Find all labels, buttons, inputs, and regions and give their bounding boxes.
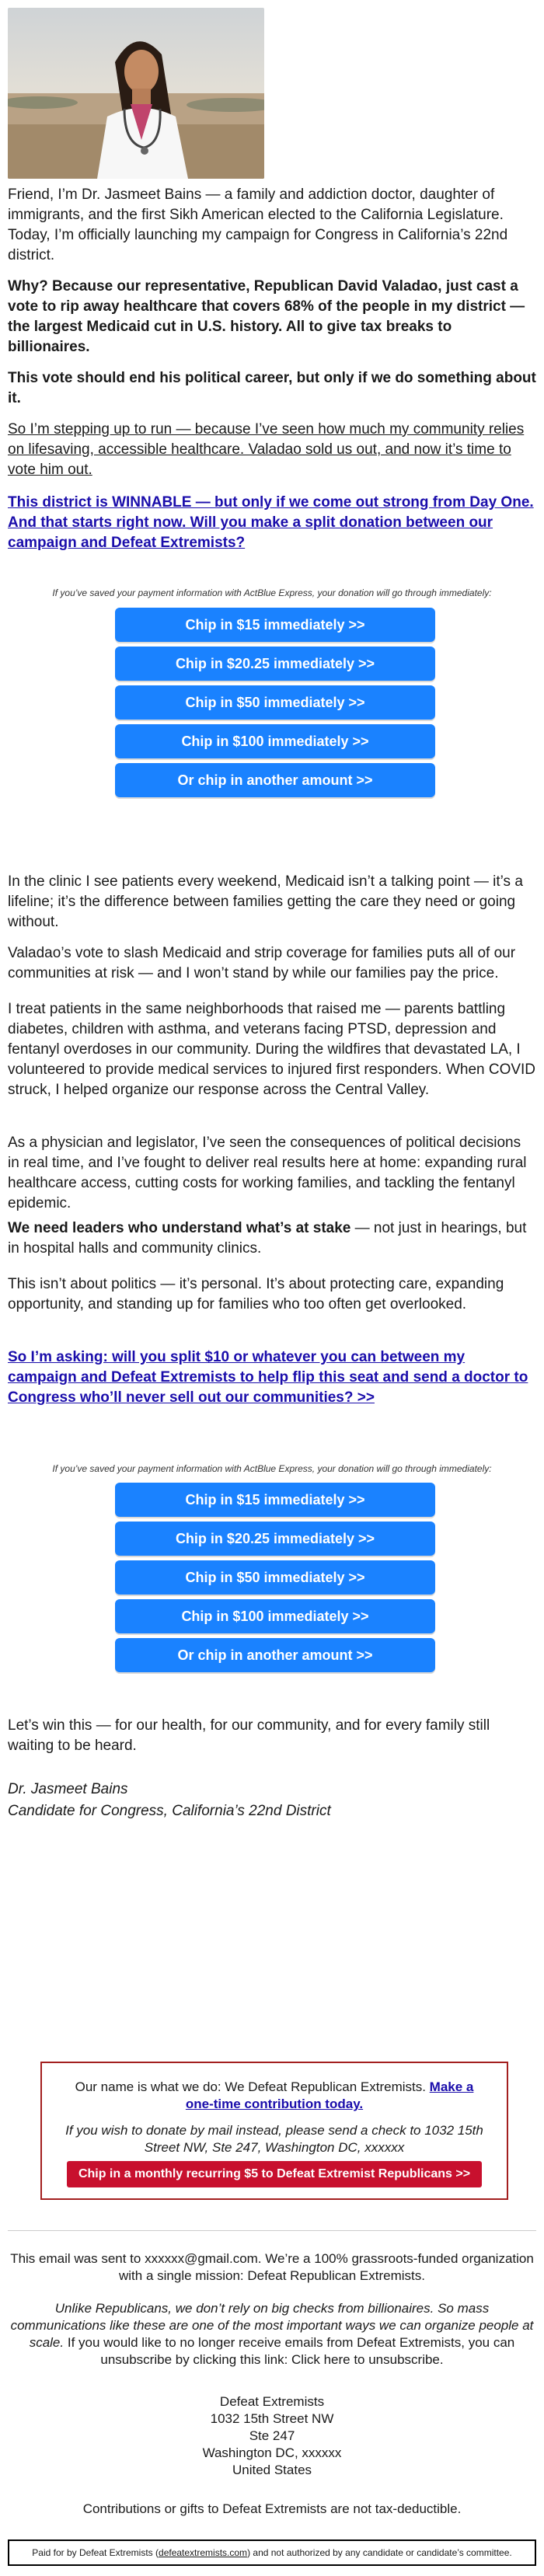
- stepping-up-paragraph: So I’m stepping up to run — because I’ve seen how much my community relies on lifesaving, accessible healthcare. Valadao sold us out, and now it’s time to vote him out.: [8, 421, 525, 478]
- defeat-extremists-box: [40, 2062, 508, 2200]
- sent-to-text: This email was sent to xxxxxx@gmail.com. We’re a 100% grassroots-funded organization with a single mission: Defeat Republican Extremists.: [10, 2251, 534, 2283]
- address-line-4: Washington DC, xxxxxx: [202, 2445, 342, 2460]
- chip-in-50-button[interactable]: Chip in $50 immediately >>: [115, 685, 435, 720]
- mail-donation-text: If you wish to donate by mail instead, please send a check to 1032 15th Street NW, Ste 247, Washington DC, xxxxxx: [65, 2123, 483, 2155]
- chip-in-100-button[interactable]: Chip in $100 immediately >>: [115, 724, 435, 758]
- unsubscribe-text: Unlike Republicans, we don’t rely on big checks from billionaires. So mass communications like these are one of the most important ways we can organize people at scale. If you would like to no longer receive emails from Defeat Extremists, you can unsubscribe by clicking this link: Click here to unsubscribe.: [10, 2301, 534, 2367]
- clinic-paragraph: In the clinic I see patients every weekend, Medicaid isn’t a talking point — it’s a lifeline; it’s the difference between families getting the care they need or going without.: [8, 873, 523, 930]
- actblue-note: If you’ve saved your payment information with ActBlue Express, your donation will go through immediately:: [52, 1463, 492, 1474]
- address-line-5: United States: [232, 2463, 312, 2477]
- not-deductible-text: Contributions or gifts to Defeat Extremists are not tax-deductible.: [82, 2501, 462, 2516]
- medicaid-vote-paragraph: Valadao’s vote to slash Medicaid and strip coverage for families puts all of our communities at risk — and I won’t stand by while our families pay the price.: [8, 945, 516, 981]
- signature-title: Candidate for Congress, California’s 22nd District: [8, 1803, 331, 1819]
- chip-in-20-25-button[interactable]: Chip in $20.25 immediately >>: [115, 647, 435, 681]
- paid-for-disclaimer: Paid for by Defeat Extremists ( defeatextremists.com ) and not authorized by any candidate or candidate’s committee.: [8, 2539, 536, 2566]
- signature-name: Dr. Jasmeet Bains: [8, 1781, 128, 1797]
- leaders-paragraph: We need leaders who understand what’s at stake — not just in hearings, but in hospital halls and community clinics.: [8, 1220, 527, 1257]
- patients-paragraph: I treat patients in the same neighborhoods that raised me — parents battling diabetes, children with asthma, and veterans facing PTSD, depression and fentanyl overdoses in our community. During the wildfires that devastated LA, I volunteered to provide medical services to injured first responders. When COVID struck, I helped organize our response across the Central Valley.: [8, 1001, 536, 1098]
- chip-in-15-button[interactable]: Chip in $15 immediately >>: [115, 608, 435, 642]
- closing-paragraph: Let’s win this — for our health, for our community, and for every family still waiting to be heard.: [8, 1717, 490, 1754]
- footer-divider: [8, 2230, 536, 2231]
- address-line-3: Ste 247: [249, 2428, 295, 2443]
- career-paragraph: This vote should end his political career, but only if we do something about it.: [8, 370, 536, 406]
- chip-in-100-button[interactable]: Chip in $100 immediately >>: [115, 1599, 435, 1633]
- address-line-1: Defeat Extremists: [219, 2394, 325, 2409]
- monthly-recurring-button[interactable]: Chip in a monthly recurring $5 to Defeat Extremist Republicans >>: [67, 2161, 482, 2187]
- chip-in-other-button[interactable]: Or chip in another amount >>: [115, 763, 435, 797]
- mission-text: Our name is what we do: We Defeat Republican Extremists. Make a one-time contribution today.: [75, 2079, 474, 2111]
- chip-in-50-button[interactable]: Chip in $50 immediately >>: [115, 1560, 435, 1595]
- chip-in-15-button[interactable]: Chip in $15 immediately >>: [115, 1483, 435, 1517]
- split-donation-link[interactable]: So I’m asking: will you split $10 or whatever you can between my campaign and Defeat Extremists to help flip this seat and send a doctor to Congress who’ll never sell out our communities? >>: [8, 1349, 528, 1406]
- winnable-link[interactable]: This district is WINNABLE — but only if we come out strong from Day One. And that starts right now. Will you make a split donation between our campaign and Defeat Extremists?: [8, 494, 534, 551]
- physician-paragraph: As a physician and legislator, I’ve seen the consequences of political decisions in real time, and I’ve fought to deliver real results here at home: expanding rural healthcare access, cutting costs for working families, and tackling the fentanyl epidemic.: [8, 1135, 527, 1211]
- one-time-contribution-link[interactable]: Make a one-time contribution today.: [185, 2079, 474, 2111]
- chip-in-20-25-button[interactable]: Chip in $20.25 immediately >>: [115, 1522, 435, 1556]
- why-paragraph: Why? Because our representative, Republican David Valadao, just cast a vote to rip away healthcare that covers 68% of the people in my district — the largest Medicaid cut in U.S. history. All to give tax breaks to billionaires.: [8, 278, 525, 355]
- intro-paragraph: Friend, I’m Dr. Jasmeet Bains — a family and addiction doctor, daughter of immigrants, and the first Sikh American elected to the California Legislature. Today, I’m officially launching my campaign for Congress in California’s 22nd district.: [8, 186, 508, 263]
- candidate-photo: [8, 8, 264, 179]
- personal-paragraph: This isn’t about politics — it’s personal. It’s about protecting care, expanding opportunity, and standing up for families who too often get overlooked.: [8, 1276, 504, 1312]
- defeat-extremists-site-link[interactable]: defeatextremists.com: [159, 2547, 248, 2558]
- actblue-note: If you’ve saved your payment information with ActBlue Express, your donation will go through immediately:: [52, 587, 492, 598]
- chip-in-other-button[interactable]: Or chip in another amount >>: [115, 1638, 435, 1672]
- address-line-2: 1032 15th Street NW: [210, 2411, 334, 2426]
